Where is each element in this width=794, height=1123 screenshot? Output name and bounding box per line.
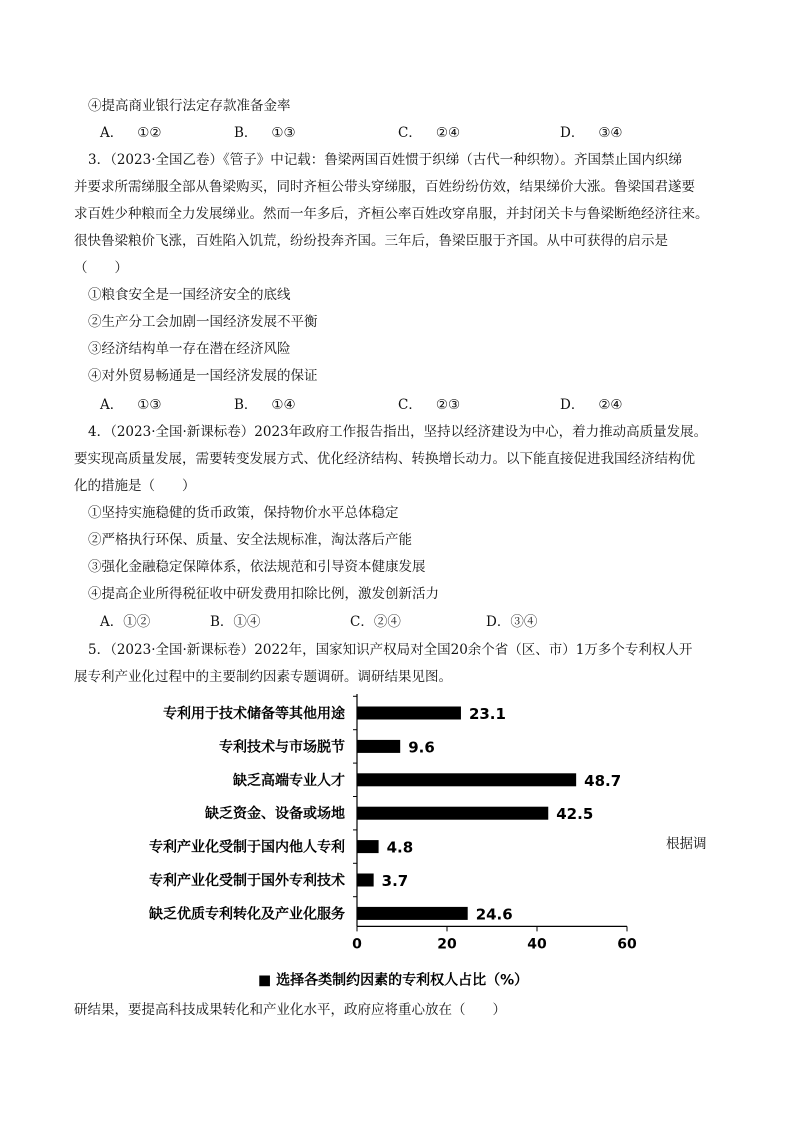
q3-item-2: ②生产分工会加剧一国经济发展不平衡	[88, 314, 318, 330]
q2-option-d: D． ③④	[560, 125, 623, 141]
q4-item-3: ③强化金融稳定保障体系，依法规范和引导资本健康发展	[88, 559, 426, 575]
q3-option-d: D． ②④	[560, 397, 623, 413]
value-label: 3.7	[381, 872, 409, 890]
bar	[357, 840, 379, 853]
x-tick-label: 40	[527, 936, 547, 953]
q3-stem-line-3: 求百姓少种粮而全力发展绨业。然而一年多后，齐桓公率百姓改穿帛服，并封闭关卡与鲁梁断绝经济往来。	[74, 206, 709, 222]
q3-option-b: B． ①④	[234, 397, 296, 413]
category-label: 专利产业化受制于国外专利技术	[149, 873, 345, 889]
q4-option-b: B．①④	[210, 614, 261, 630]
q5-stem-line-1: 5．（2023·全国·新课标卷）2022年，国家知识产权局对全国20余个省（区、市）1万多个专利权人开	[88, 642, 693, 658]
x-tick-label: 0	[352, 936, 362, 953]
bar	[357, 874, 374, 887]
chart-svg	[100, 694, 660, 990]
q4-stem-line-2: 要实现高质量发展，需要转变发展方式、优化经济结构、转换增长动力。以下能直接促进我国经济结构优	[74, 451, 695, 467]
q5-stem-line-2: 展专利产业化过程中的主要制约因素专题调研。调研结果见图。	[74, 669, 452, 685]
category-label: 缺乏高端专业人才	[233, 772, 345, 789]
x-tick-label: 60	[617, 936, 637, 953]
bar	[357, 773, 576, 786]
q3-answer-bracket: （ ）	[74, 260, 128, 276]
q4-option-a: A．①②	[100, 614, 151, 630]
value-label: 4.8	[386, 838, 414, 857]
q4-stem-line-3: 化的措施是（ ）	[74, 478, 196, 494]
q3-stem-line-1: 3．（2023·全国乙卷）《管子》中记载：鲁梁两国百姓惯于织绨（古代一种织物）。齐国禁止国内织绨	[88, 152, 682, 168]
bar	[357, 740, 400, 753]
q4-option-c: C．②④	[350, 614, 401, 630]
value-label: 9.6	[408, 738, 435, 757]
q3-item-3: ③经济结构单一存在潜在经济风险	[88, 341, 291, 357]
q2-option-c: C． ②④	[398, 125, 461, 141]
q4-item-1: ①坚持实施稳健的货币政策，保持物价水平总体稳定	[88, 505, 399, 521]
bar	[357, 707, 461, 720]
q4-item-4: ④提高企业所得税征收中研发费用扣除比例，激发创新活力	[88, 586, 439, 602]
q2-option-a: A． ①②	[100, 125, 162, 141]
q4-stem-line-1: 4．（2023·全国·新课标卷）2023年政府工作报告指出，坚持以经济建设为中心，着力推动高质量发展。	[88, 424, 708, 440]
q3-stem-line-2: 并要求所需绨服全部从鲁梁购买，同时齐桓公带头穿绨服，百姓纷纷仿效，结果绨价大涨。鲁梁国君遂要	[74, 179, 695, 195]
category-label: 专利产业化受制于国内他人专利	[149, 839, 345, 856]
q2-item-4: ④提高商业银行法定存款准备金率	[88, 98, 291, 114]
value-label: 48.7	[584, 771, 622, 790]
q4-item-2: ②严格执行环保、质量、安全法规标准，淘汰落后产能	[88, 532, 412, 548]
q3-item-4: ④对外贸易畅通是一国经济发展的保证	[88, 368, 318, 384]
q3-item-1: ①粮食安全是一国经济安全的底线	[88, 287, 291, 303]
q3-option-c: C． ②③	[398, 397, 461, 413]
q2-option-b: B． ①③	[234, 125, 296, 141]
legend-label: ■ 选择各类制约因素的专利权人占比（%）	[258, 972, 529, 989]
bar	[357, 807, 548, 820]
q3-option-a: A． ①③	[100, 397, 162, 413]
value-label: 24.6	[475, 905, 513, 924]
x-tick-label: 20	[437, 936, 457, 953]
q5-side-note: 根据调	[666, 836, 707, 852]
bar	[357, 907, 468, 920]
category-label: 缺乏优质专利转化及产业化服务	[149, 906, 345, 923]
value-label: 23.1	[468, 705, 506, 723]
value-label: 42.5	[556, 805, 594, 824]
q4-option-d: D．③④	[486, 614, 538, 630]
category-label: 专利技术与市场脱节	[219, 739, 345, 756]
category-label: 专利用于技术储备等其他用途	[163, 706, 345, 722]
q5-stem-after-chart: 研结果，要提高科技成果转化和产业化水平，政府应将重心放在（ ）	[74, 1002, 506, 1018]
q3-stem-line-4: 很快鲁梁粮价飞涨，百姓陷入饥荒，纷纷投奔齐国。三年后，鲁梁臣服于齐国。从中可获得的启示是	[74, 233, 668, 249]
category-label: 缺乏资金、设备或场地	[205, 806, 345, 823]
survey-bar-chart	[100, 694, 660, 990]
